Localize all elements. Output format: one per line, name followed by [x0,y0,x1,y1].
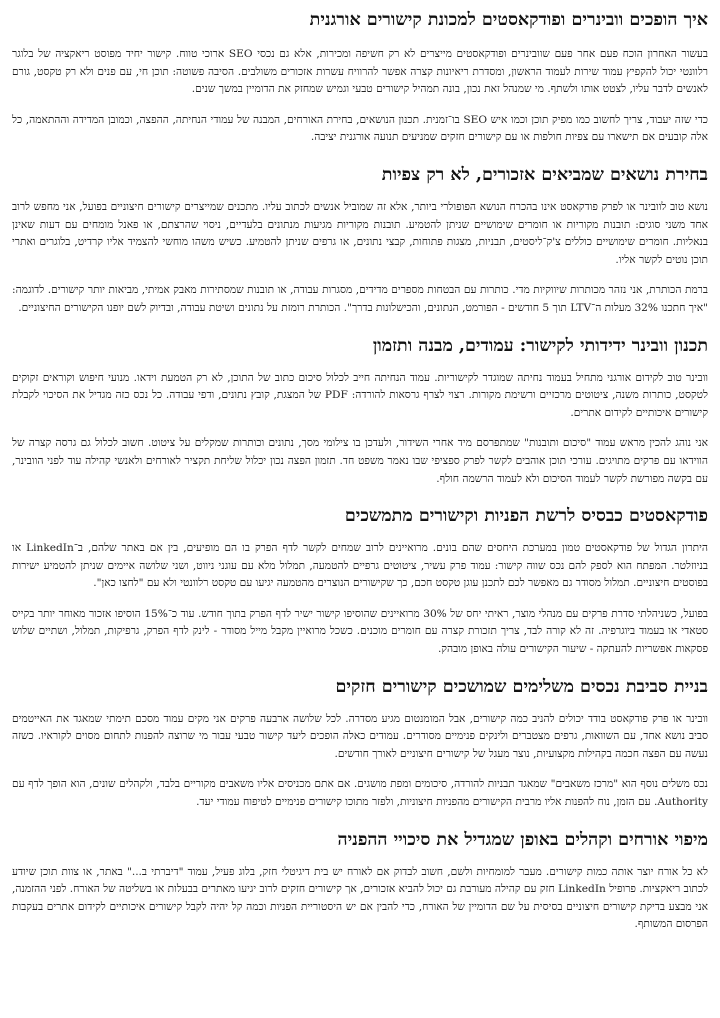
section-paragraph: נכס משלים נוסף הוא "מרכז משאבים" שמאגד תבניות להורדה, סיכומים ומפת מושגים. אם אתם מכניסים אליו משאבים מקוריים בלבד, ולקהלים שונים, הוא הופך לדף עם Authority. עם הזמן, נוח להפנות אליו מרבית הקישורים מהפניות חיצוניות, ולפזר מתוכו קישורים פנימיים לטיפוח עמודי יעד. [12,778,708,809]
intro-paragraph: בעשור האחרון הוכח פעם אחר פעם שוובינרים ופודקאסטים מייצרים לא רק חשיפה ומכירות, אלא גם נכסי SEO ארוכי טווח. קישור יחיד מפוסט ריאקציה של בלוגר רלוונטי יכול להקפיץ עמוד שירות לעמוד הראשון, ומסדרת ריאיונות קצרה אפשר להרוויח עשרות אזכורים משולבים. הסיבה פשוטה: תוכן חי, עם פנים ולא רק טקסט, גורם לאנשים לדבר עליו, לצטט אותו ולשתף. מי שמנהל זאת נכון, בונה תמהיל קישורים טבעי וגמיש שמחזק את הדומיין במשך שנים. [12,48,708,96]
section-paragraph: נושא טוב לוובינר או לפרק פודקאסט אינו בהכרח הנושא הפופולרי ביותר, אלא זה שמוביל אנשים לכתוב עליו. מתכנים שמייצרים קישורים חיצוניים בפועל, אני מחפש לרוב אחד משני סוגים: תובנות מקוריות או חומרים שימושיים שניתן להטמיע. תובנות מקוריות מגיעות מנתונים בלעדיים, ניסוי שהרצתם, או פאנל מומחים עם דעות שאינן בנאליות. חומרים שימושיים כוללים צ'ק־ליסטים, תבניות, מצגות פתוחות, קבצי נתונים, או גרפים שניתן להטמיע. כשיש משהו מוחשי להצמיד אליו קרדיט, בלוגרים ואתרי תוכן נוטים לקשר אליו. [12,200,709,266]
section-paragraph: וובינר טוב לקידום אורגני מתחיל בעמוד נחיתה שמוגדר לקישוריות. עמוד הנחיתה חייב לכלול סיכום כתוב של התוכן, לא רק הטמעת וידאו. מנועי חיפוש וקוראים זקוקים לטקסט, כותרות משנה, ציטוטים מרכזיים ורשימת מקורות. רצוי לצרף גרסאות להורדה: PDF של המצגת, קובץ נתונים, ודפי עבודה. כל נכס כזה מגדיל את הסיכוי לקבלת קישורים איכותיים לקידום אתרים. [12,371,708,419]
section-paragraph: היתרון הגדול של פודקאסטים טמון במערכת היחסים שהם בונים. מרואיינים לרוב שמחים לקשר לדף הפרק בו הם מופיעים, בין אם באתר שלהם, ב־LinkedIn או בניוזלטר. המפתח הוא לספק להם נכס שווה קישור: עמוד פרק עשיר, ציטוטים גרפיים להטמעה, תמלול מלא עם עוגני ניווט, ושני שלושה איימים שניתן להטמיע ישירות בפוסטים חיצוניים. תמלול מסודר גם מאפשר לכם לתכנן עוגן טקסט חכם, כך שקישורים הנוצרים מהטמעה יגיעו עם טקסט רלוונטי ולא עם "לחצו כאן". [12,542,708,590]
section-heading-podcasts: פודקאסטים כבסיס לרשת הפניות וקישורים מתמשכים [344,506,708,527]
section-paragraph: ברמת הכותרת, אני נזהר מכותרות שיווקיות מדי. כותרות עם הבטחות מספרים מדידים, מסגרות עבודה, או תובנות שמסתירות מאבק אמיתי, מביאות יותר קישורים. לדוגמה: "איך חתכנו 32% מעלות ה־LTV תוך 5 חודשים - הפורמט, הנתונים, והכישלונות בדרך". הכותרת רומזת על נתונים ושיטת עבודה, ובדיוק לשם יופנו הקישורים החיצוניים. [12,284,708,314]
section-heading-topics: בחירת נושאים שמביאים אזכורים, לא רק צפיות [381,164,708,185]
section-paragraph: וובינר או פרק פודקאסט בודד יכולים להניב כמה קישורים, אבל המומנטום מגיע מסדרה. לכל שלושה ארבעה פרקים אני מקים עמוד מסכם תימתי שמאגד את האייטמים סביב נושא אחד, עם השוואות, גרפים מצטברים ולינקים פנימיים מסודרים. עמודים כאלה הופכים ליעד קישור טבעי עבור מי שרוצה להפנות לתחום מסוים לקוראיו. כשזה נעשה עם הפצה חכמה בקהילות מקצועיות, נוצר מעגל של קישורים חיצוניים לאורך חודשים. [12,712,708,760]
intro-paragraph: כדי שזה יעבוד, צריך לחשוב כמו מפיק תוכן וכמו איש SEO בו־זמנית. תכנון הנושאים, בחירת האורחים, המבנה של עמודי הנחיתה, ההפצה, וכמובן המדידה וההתאמה, כל אלה קובעים אם תישארו עם צפיות חולפות או עם קישורים חזקים שמניעים תנועה אורגנית יציבה. [12,113,708,144]
section-heading-webinar-planning: תכנון וובינר ידידותי לקישור: עמודים, מבנה ותזמון [372,335,708,356]
section-heading-guests: מיפוי אורחים וקהלים באופן שמגדיל את סיכויי ההפניה [337,829,708,850]
section-paragraph: אני נוהג להכין מראש עמוד "סיכום ותובנות" שמתפרסם מיד אחרי השידור, ולעדכן בו צילומי מסך, נתונים וכותרות שמקלים על ציטוט. חשוב לכלול גם גרסה קצרה של הווידאו עם פרקים מתויגים. עורכי תוכן אוהבים לקשר לפרק ספציפי שבו נאמר משפט חד. תזמון הפצה נכון יכלול שליחת תקציר לאורחים ולאנשי קהילה עוד לפני הוובינר, עם בקשה מפורשת לקשר לעמוד הסיכום ולא לעמוד הרשמה חולף. [12,437,708,485]
section-heading-assets: בניית סביבת נכסים משלימים שמושכים קישורים חזקים [335,676,708,697]
section-paragraph: בפועל, כשניהלתי סדרת פרקים עם מנהלי מוצר, ראיתי יחס של 30% מרואיינים שהוסיפו קישור ישיר לדף הפרק בתוך חודש. עוד כ־15% הוסיפו אזכור מאוחר יותר בקייס סטאדי או בעמוד ביוגרפיה. זה לא קורה לבד, צריך תזכורת קצרה עם חומרים מוכנים. כשכל מרואיין מקבל מייל מסודר - לינק לדף הפרק, גרפיקות, תמלול, ושתיים שלוש פסקאות אפשריות להעתקה - שיעור הקישורים עולה באופן מובהק. [12,607,708,656]
article-title: איך הופכים וובינרים ופודקאסטים למכונת קישורים אורגנית [309,10,708,30]
section-paragraph: לא כל אורח יוצר אותה כמות קישורים. מעבר למומחיות ולשם, חשוב לבדוק אם לאורח יש בית דיגיטלי חזק, בלוג פעיל, עמוד "דיברתי ב..." באתר, או צוות תוכן שיודע לכתוב ריאקציות. פרופיל LinkedIn חזק עם קהילה מעורבת גם יכול להביא אזכורים, אך קישורים חזקים לרוב יגיעו מאתרים בבעלות או בשליטה של האורח. לפני ההזמנה, אני מבצע בדיקת קישורים חיצוניים בסיסית על שם הדומיין של האורח, כדי להבין אם יש היסטוריית הפניות וכמה קל יהיה לקבל קישורים איכותיים לקידום אתרים בעקבות הפרסום המשותף. [12,865,708,931]
